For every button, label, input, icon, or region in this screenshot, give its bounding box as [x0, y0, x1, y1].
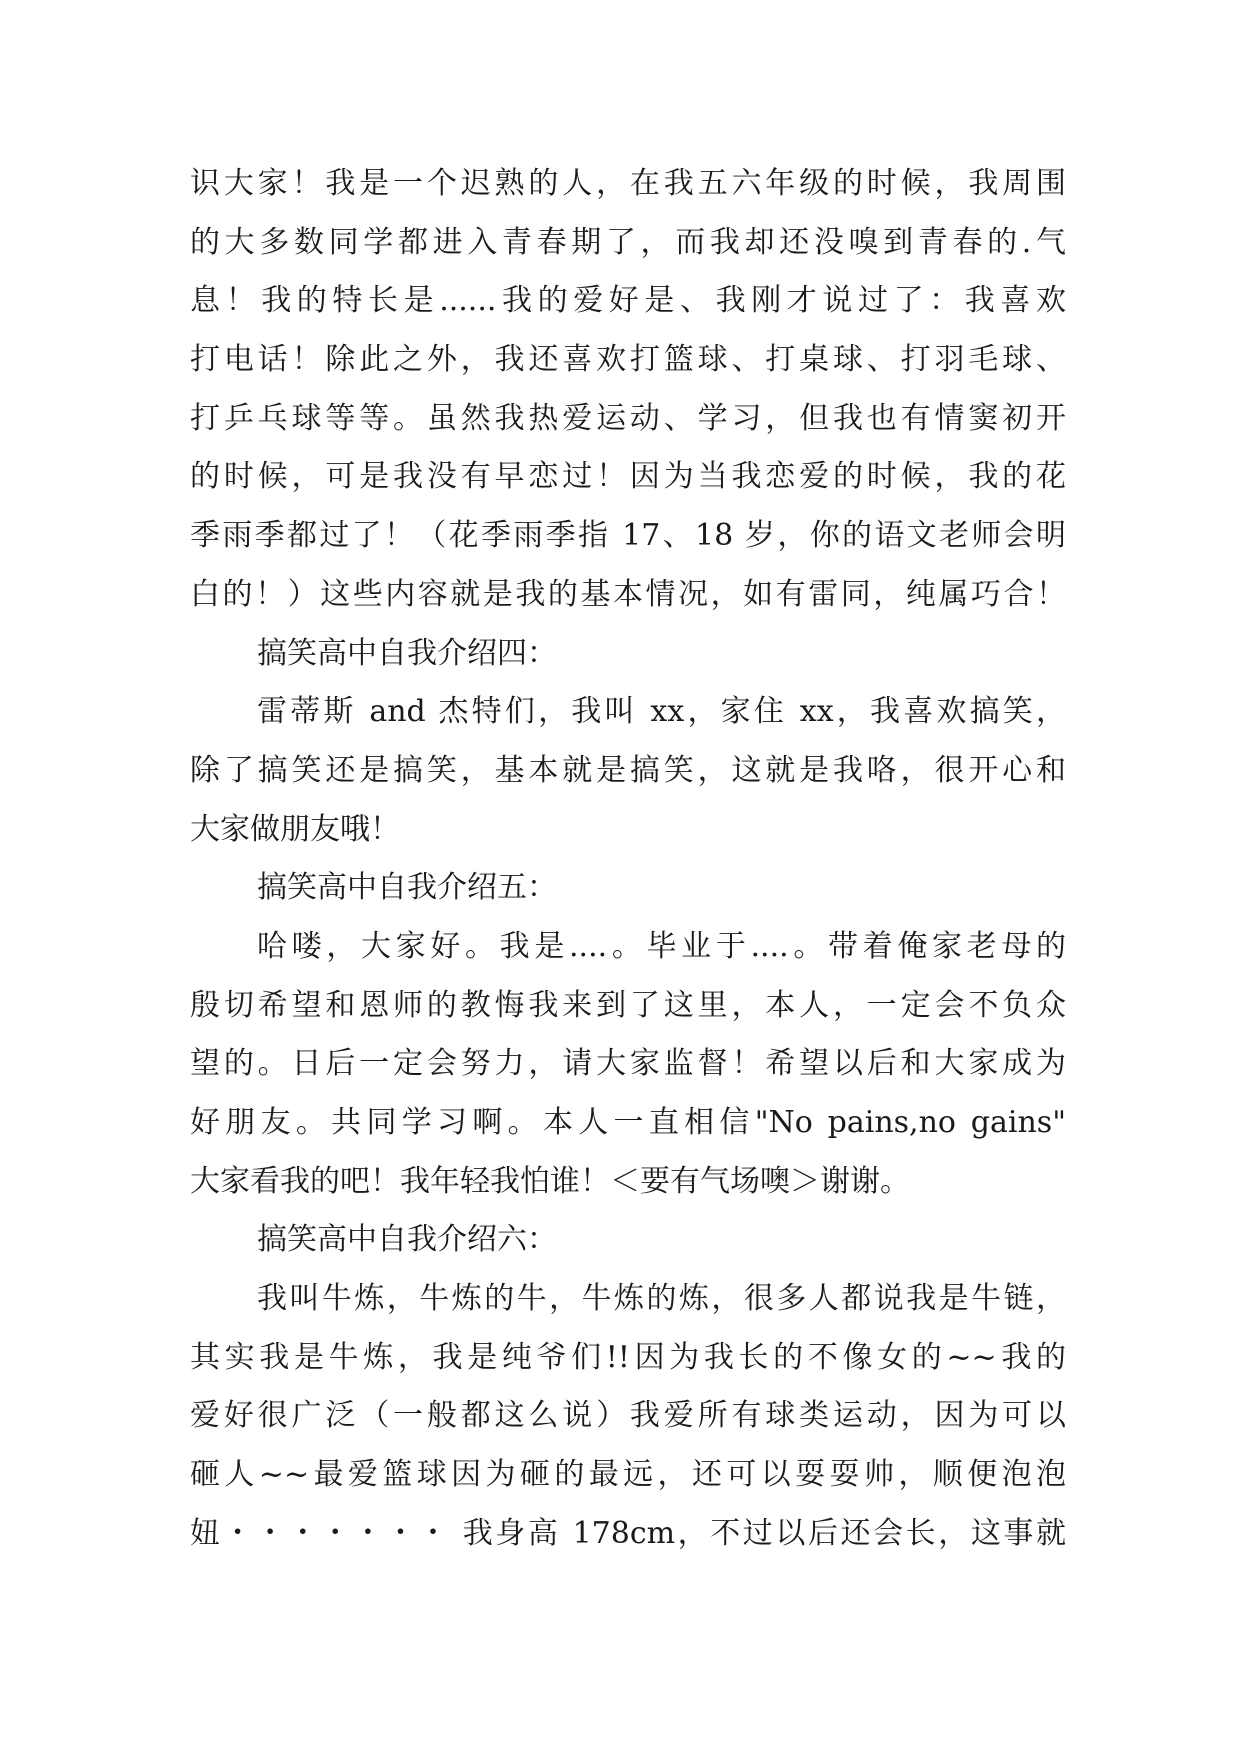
text-line: 妞・・・・・・・ 我身高 178cm，不过以后还会长，这事就 — [190, 1515, 1066, 1551]
section-heading: 搞笑高中自我介绍五： — [257, 870, 557, 906]
paragraph — [190, 155, 1066, 625]
section-heading: 搞笑高中自我介绍四： — [257, 635, 557, 671]
text-line: 除了搞笑还是搞笑，基本就是搞笑，这就是我咯，很开心和 — [190, 752, 1066, 788]
text-line: 息！我的特长是......我的爱好是、我刚才说过了：我喜欢 — [190, 283, 1066, 319]
text-line: 望的。日后一定会努力，请大家监督！希望以后和大家成为 — [190, 1046, 1066, 1082]
text-line: 哈喽，大家好。我是....。毕业于....。带着俺家老母的 — [257, 928, 1066, 964]
text-line: 的大多数同学都进入青春期了，而我却还没嗅到青春的.气 — [190, 224, 1066, 260]
text-line: 好朋友。共同学习啊。本人一直相信"No pains,no gains" — [190, 1105, 1066, 1140]
text-line: 其实我是牛炼，我是纯爷们!!因为我长的不像女的~~我的 — [190, 1339, 1066, 1375]
text-line: 识大家！我是一个迟熟的人，在我五六年级的时候，我周围 — [190, 166, 1066, 201]
text-line: 的时候，可是我没有早恋过！因为当我恋爱的时候，我的花 — [190, 459, 1066, 495]
paragraph — [190, 1270, 1066, 1563]
text-line: 大家看我的吧！我年轻我怕谁！＜要有气场噢＞谢谢。 — [190, 1163, 910, 1199]
text-line: 砸人~~最爱篮球因为砸的最远，还可以耍耍帅，顺便泡泡 — [190, 1457, 1066, 1493]
text-line: 大家做朋友哦！ — [190, 811, 400, 847]
document-body — [190, 155, 1066, 1564]
text-line: 殷切希望和恩师的教悔我来到了这里，本人，一定会不负众 — [190, 987, 1066, 1023]
text-line: 雷蒂斯 and 杰特们，我叫 xx，家住 xx，我喜欢搞笑， — [257, 694, 1066, 730]
text-line: 我叫牛炼，牛炼的牛，牛炼的炼，很多人都说我是牛链， — [257, 1281, 1066, 1317]
text-line: 季雨季都过了！（花季雨季指 17、18 岁，你的语文老师会明 — [190, 518, 1066, 554]
section-heading: 搞笑高中自我介绍六： — [257, 1222, 557, 1258]
text-line: 白的！）这些内容就是我的基本情况，如有雷同，纯属巧合！ — [190, 576, 1066, 612]
paragraph — [190, 683, 1066, 859]
text-line: 打乒乓球等等。虽然我热爱运动、学习，但我也有情窦初开 — [190, 400, 1066, 436]
text-line: 打电话！除此之外，我还喜欢打篮球、打桌球、打羽毛球、 — [190, 342, 1066, 378]
paragraph — [190, 918, 1066, 1211]
text-line: 爱好很广泛（一般都这么说）我爱所有球类运动，因为可以 — [190, 1398, 1066, 1434]
